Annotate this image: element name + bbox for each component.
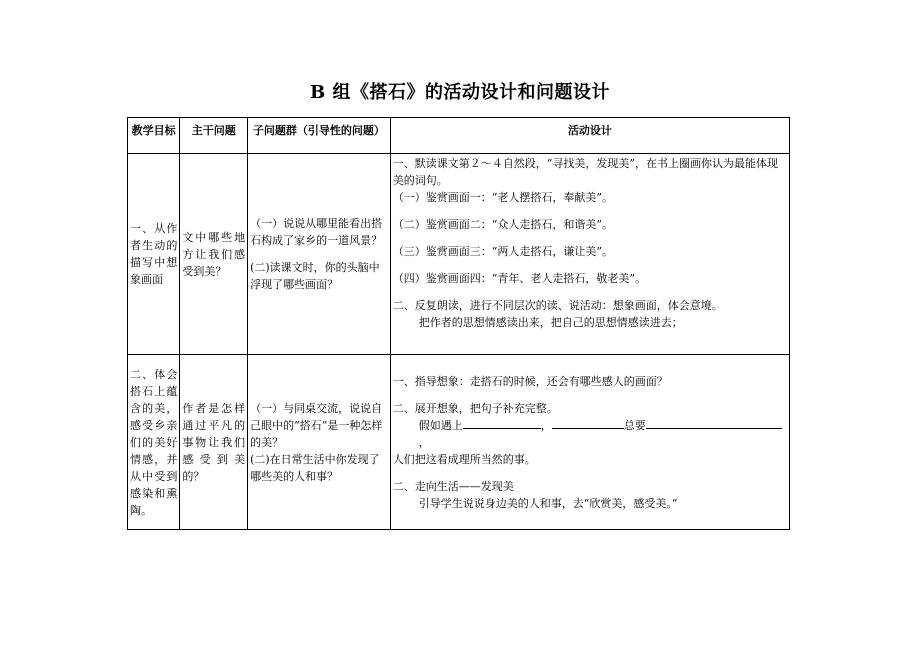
row2-activity-step3: 二、走向生活——发现美	[392, 479, 514, 493]
row1-activity-item2: （二）鉴赏画面二：“众人走搭石，和谐美”。	[392, 218, 613, 231]
row1-activity	[390, 154, 789, 355]
activity-design-table	[127, 117, 790, 530]
row1-activity-item3: （三）鉴赏画面三：“两人走搭石，谦让美”。	[392, 245, 613, 258]
row1-main-question: 文中哪些地方让我们感受到美？	[180, 154, 248, 355]
fill-text-mid: 总要	[623, 418, 646, 432]
page-title: B 组《搭石》的活动设计和问题设计	[310, 82, 610, 103]
row2-activity-step1: 一、指导想象：走搭石的时候，还会有哪些感人的画面？	[392, 374, 668, 388]
row1-activity-step2: 二、反复朗读，进行不同层次的读、说活动：想象画面，体会意境。	[392, 299, 723, 312]
fill-comma-2: ，	[418, 435, 430, 449]
fill-blank-3[interactable]	[646, 417, 782, 429]
header-goal: 教学目标	[128, 118, 180, 154]
row1-activity-item4: （四）鉴赏画面四：“青年、老人走搭石，敬老美”。	[392, 272, 646, 285]
row1-goal: 一、从作者生动的描写中想象画面	[128, 154, 180, 355]
row1-activity-step2-detail: 把作者的思想情感读出来，把自己的思想情感读进去；	[418, 316, 683, 329]
table-row	[128, 355, 790, 530]
fill-blank-1[interactable]	[463, 417, 541, 429]
row2-activity-fill-end: 人们把这看成理所当然的事。	[392, 452, 536, 466]
row2-activity-step2: 二、展开想象，把句子补充完整。	[392, 401, 558, 415]
header-main-question: 主干问题	[180, 118, 248, 154]
row2-activity	[390, 355, 789, 530]
row2-main-question: 作者是怎样通过平凡的事物让我们感受到美的？	[180, 355, 248, 530]
row2-activity-fill-sentence	[393, 417, 787, 451]
row1-activity-item1: （一）鉴赏画面一：“老人摆搭石，奉献美”。	[392, 191, 613, 204]
row1-sub-question-2: (二)读课文时，你的头脑中浮现了哪些画面？	[250, 261, 380, 291]
row1-activity-intro: 一、默读课文第２～４自然段，“寻找美，发现美”，在书上圈画你认为最能体现美的词句。	[392, 157, 778, 187]
row1-sub-question-1: （一）说说从哪里能看出搭石构成了家乡的一道风景？	[250, 217, 383, 247]
row2-goal: 二、体会搭石上蕴含的美，感受乡亲们的美好情感，并从中受到感染和熏陶。	[128, 355, 180, 530]
fill-text-a: 假如遇上	[418, 418, 463, 432]
fill-blank-2[interactable]	[552, 417, 624, 429]
row2-sub-questions	[248, 355, 391, 530]
table-row	[128, 154, 790, 355]
row2-sub-question-1: （一）与同桌交流，说说自己眼中的“搭石”是一种怎样的美？	[250, 401, 383, 449]
table-header-row	[128, 118, 790, 154]
header-activity: 活动设计	[390, 118, 789, 154]
fill-comma-1: ，	[540, 418, 552, 432]
row2-sub-question-2: (二)在日常生活中你发现了哪些美的人和事？	[250, 452, 380, 483]
row1-sub-questions	[248, 154, 391, 355]
row2-activity-step3-detail: 引导学生说说身边美的人和事，去“欣赏美，感受美。”	[418, 496, 678, 510]
header-sub-questions: 子问题群（引导性的问题）	[248, 118, 391, 154]
